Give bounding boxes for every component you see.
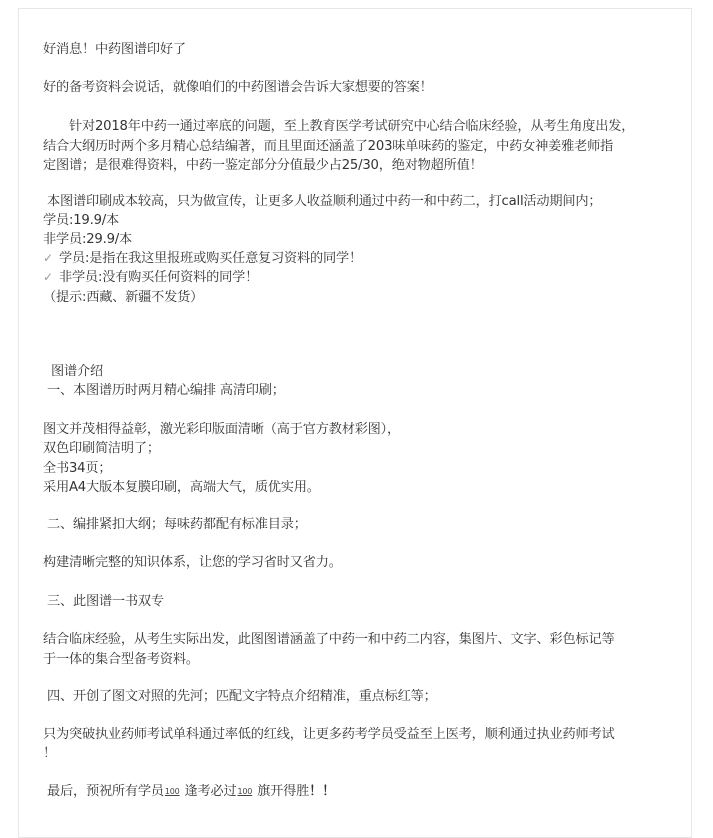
check-icon: ✓ [43,270,53,284]
non-student-price: 非学员:29.9/本 [43,232,132,247]
para1-line-1: 针对2018年中药一通过率底的问题，至上教育医学考试研究中心结合临床经验，从考生角度出发， [69,119,635,134]
student-definition-text: 学员:是指在我这里报班或购买任意复习资料的同学！ [59,251,362,266]
shipping-note: （提示:西藏、新疆不发货） [43,290,204,305]
closing-text-2: 逢考必过 [180,784,237,799]
closing-exclaim: ！！ [309,784,336,799]
item2-text: 构建清晰完整的知识体系，让您的学习省时又省力。 [43,555,342,570]
item1-title: 一、本图谱历时两月精心编排 高清印刷； [47,383,285,398]
item1-line-3: 全书34页； [43,461,112,476]
item4-line-2: ！ [43,746,56,761]
check-icon: ✓ [43,251,53,265]
item3-line-2: 于一体的集合型备考资料。 [43,652,199,667]
item3-line-1: 结合临床经验，从考生实际出发，此图图谱涵盖了中药一和中药二内容，集图片、文字、彩色标记等 [43,632,615,647]
student-price: 学员:19.9/本 [43,213,120,228]
non-student-definition [43,268,258,287]
intro-section-heading: 图谱介绍 [51,364,103,379]
intro-text: 好的备考资料会说话，就像咱们的中药图谱会告诉大家想要的答案！ [43,80,433,95]
item1-line-1: 图文并茂相得益彰，激光彩印版面清晰（高于官方教材彩图）， [43,422,401,437]
post-title: 好消息！中药图谱印好了 [43,42,186,57]
hundred-points-icon: 100 [237,787,253,796]
para1-line-2: 结合大纲历时两个多月精心总结编著，而且里面还涵盖了203味单味药的鉴定，中药女神姜雅老师指 [43,139,614,154]
item3-title: 三、此图谱一书双专 [47,594,164,609]
student-definition [43,249,362,268]
item1-line-2: 双色印刷简洁明了； [43,441,160,456]
closing-text-1: 最后，预祝所有学员 [47,784,164,799]
pricing-intro: 本图谱印刷成本较高，只为做宣传，让更多人收益顺利通过中药一和中药二，打call活动期间内； [47,194,602,209]
closing-text-3: 旗开得胜 [253,784,310,799]
hundred-points-icon: 100 [164,787,180,796]
closing-line [43,782,335,801]
item4-line-1: 只为突破执业药师考试单科通过率低的红线，让更多药考学员受益至上医考，顺利通过执业药师考试 [43,727,615,742]
para1-line-3: 定图谱；是很难得资料，中药一鉴定部分分值最少占25/30，绝对物超所值！ [43,158,483,173]
item4-title: 四、开创了图文对照的先河；匹配文字特点介绍精准，重点标红等； [47,689,437,704]
item2-title: 二、编排紧扣大纲；每味药都配有标准目录； [47,517,307,532]
non-student-definition-text: 非学员:没有购买任何资料的同学！ [59,270,259,285]
item1-line-4: 采用A4大版本复膜印刷，高端大气，质优实用。 [43,480,320,495]
